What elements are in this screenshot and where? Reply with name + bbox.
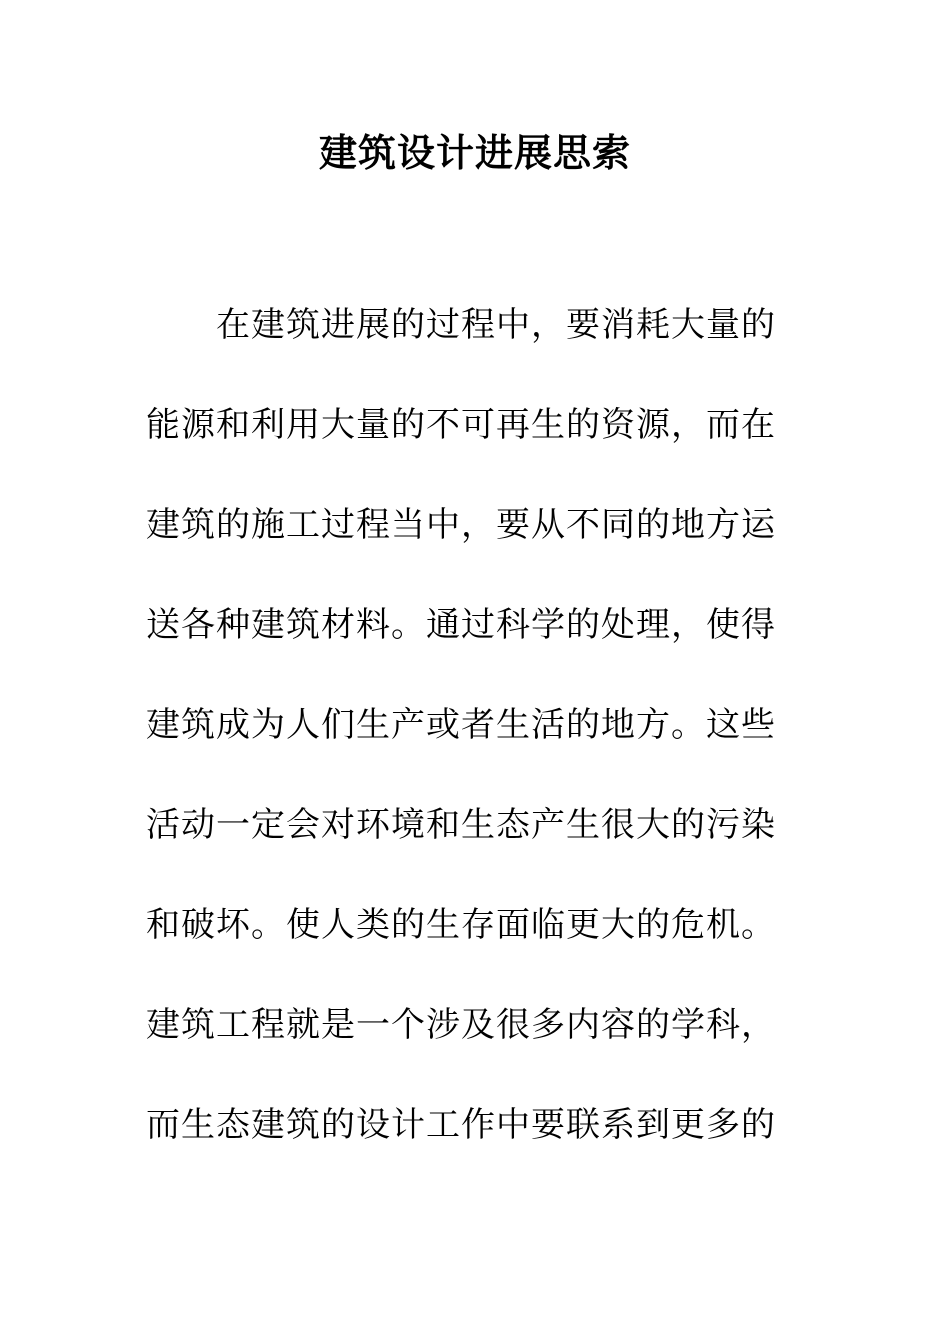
paragraph-line: 能源和利用大量的不可再生的资源，而在 [146,405,776,445]
paragraph-line: 建筑成为人们生产或者生活的地方。这些 [146,705,776,745]
paragraph-line: 在建筑进展的过程中，要消耗大量的 [216,305,776,345]
paragraph-line: 建筑的施工过程当中，要从不同的地方运 [146,505,776,545]
paragraph-line: 送各种建筑材料。通过科学的处理，使得 [146,605,776,645]
document-title: 建筑设计进展思索 [318,130,631,175]
paragraph-line: 建筑工程就是一个涉及很多内容的学科， [146,1005,776,1045]
paragraph-line: 活动一定会对环境和生态产生很大的污染 [146,805,776,845]
paragraph-line: 和破坏。使人类的生存面临更大的危机。 [146,905,776,945]
document-body [146,300,778,1200]
paragraph-line: 而生态建筑的设计工作中要联系到更多的 [146,1105,776,1145]
